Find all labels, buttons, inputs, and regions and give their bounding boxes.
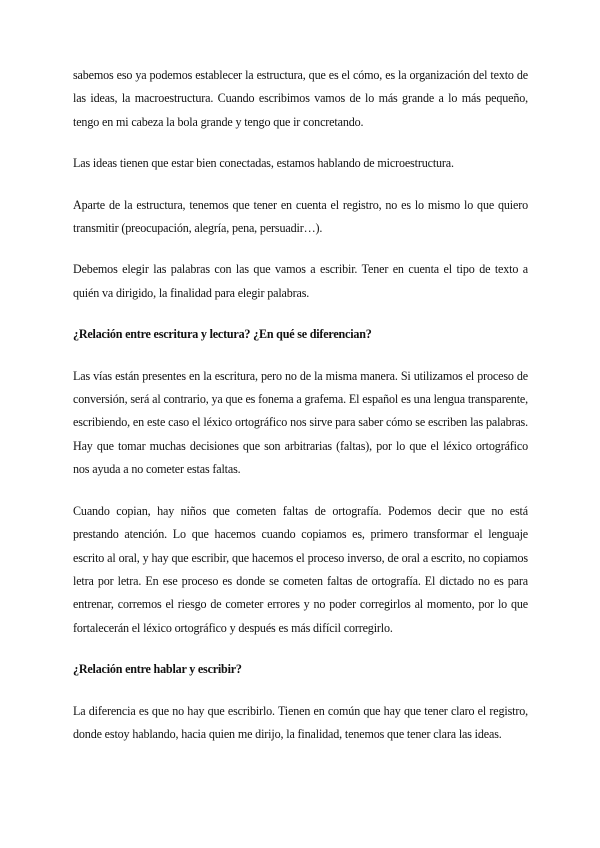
body-paragraph: Las ideas tienen que estar bien conectadas, estamos hablando de microestructura. bbox=[73, 156, 454, 171]
body-paragraph: Aparte de la estructura, tenemos que tener en cuenta el registro, no es lo mismo lo que quiero transmitir (preocupación, alegría, pena, persuadir…). bbox=[73, 197, 528, 236]
section-heading: ¿Relación entre escritura y lectura? ¿En qué se diferencian? bbox=[73, 327, 372, 342]
body-paragraph: Debemos elegir las palabras con las que vamos a escribir. Tener en cuenta el tipo de texto a quién va dirigido, la finalidad para elegir palabras. bbox=[73, 262, 528, 300]
body-paragraph: Cuando copian, hay niños que cometen faltas de ortografía. Podemos decir que no está prestando atención. Lo que hacemos cuando copiamos es, primero transformar el lenguaje escrito al oral, y hay que escribir, que hacemos el proceso inverso, de oral a escrito, no copiamos letra por letra. En ese proceso es donde se cometen faltas de ortografía. El dictado no es para entrenar, corremos el riesgo de cometer errores y no poder corregirlos al momento, por lo que fortalecerán el léxico ortográfico y después es más difícil corregirlo. bbox=[73, 503, 528, 635]
section-heading: ¿Relación entre hablar y escribir? bbox=[73, 662, 242, 677]
body-paragraph: sabemos eso ya podemos establecer la estructura, que es el cómo, es la organización del texto de las ideas, la macroestructura. Cuando escribimos vamos de lo más grande a lo más pequeño, tengo en mi cabeza la bola grande y tengo que ir concretando. bbox=[73, 68, 528, 129]
body-paragraph: La diferencia es que no hay que escribirlo. Tienen en común que hay que tener claro el registro, donde estoy hablando, hacia quien me dirijo, la finalidad, tenemos que tener clara las ideas. bbox=[73, 703, 528, 741]
body-paragraph: Las vías están presentes en la escritura, pero no de la misma manera. Si utilizamos el proceso de conversión, será al contrario, ya que es fonema a grafema. El español es una lengua transparente, escribiendo, en este caso el léxico ortográfico nos sirve para saber cómo se escriben las palabras. Hay que tomar muchas decisiones que son arbitrarias (faltas), por lo que el léxico ortográfico nos ayuda a no cometer estas faltas. bbox=[73, 368, 528, 477]
document-body bbox=[73, 64, 528, 746]
